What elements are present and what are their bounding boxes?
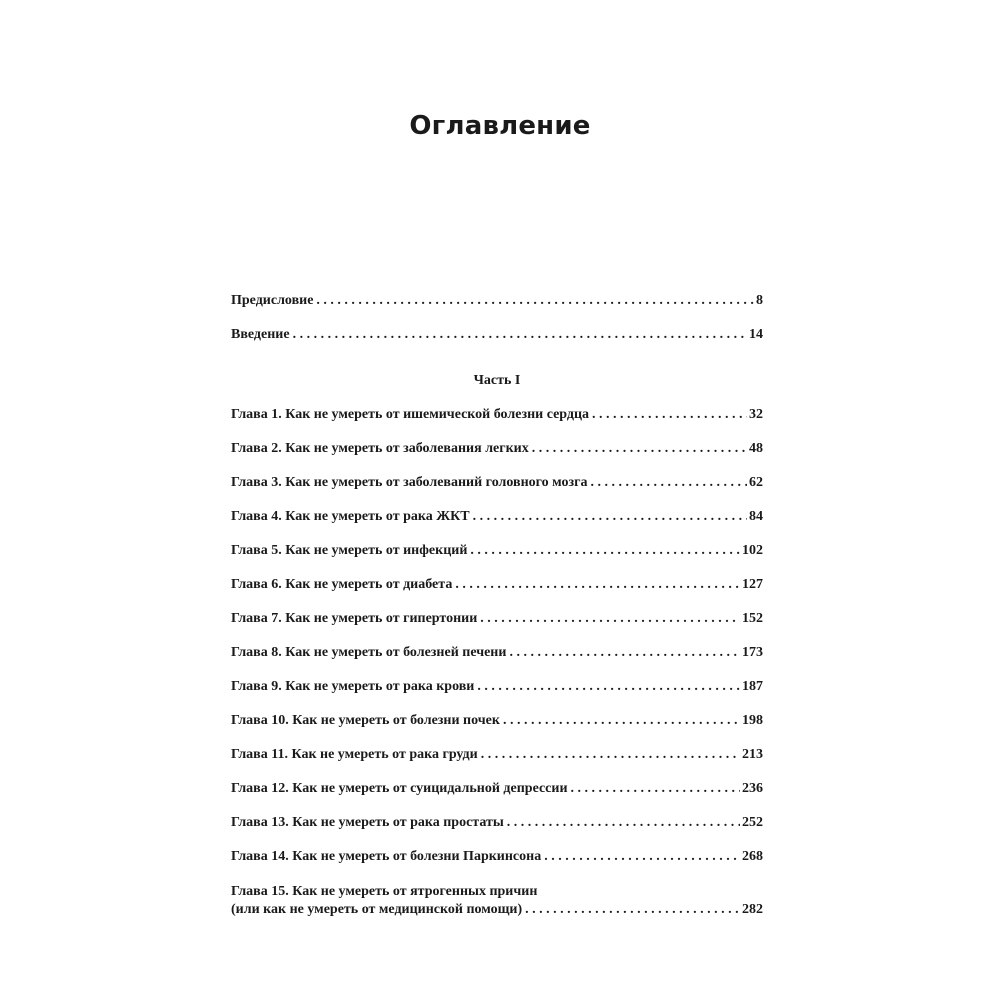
toc-entry-chapter-3[interactable] xyxy=(231,474,763,492)
toc-entry-page: 14 xyxy=(749,327,763,342)
toc-entry-label: Глава 7. Как не умереть от гипертонии xyxy=(231,611,478,626)
toc-entry-label: Глава 11. Как не умереть от рака груди xyxy=(231,747,478,762)
toc-entry-page: 8 xyxy=(756,293,763,308)
toc-entry-page: 268 xyxy=(742,849,763,864)
toc-entry-chapter-4[interactable] xyxy=(231,508,763,526)
toc-entry-chapter-5[interactable] xyxy=(231,542,763,560)
toc-entry-page: 62 xyxy=(749,475,763,490)
toc-entry-page: 236 xyxy=(742,781,763,796)
toc-entry-label: Глава 3. Как не умереть от заболеваний головного мозга xyxy=(231,475,588,490)
toc-entry-page: 252 xyxy=(742,815,763,830)
dot-leader xyxy=(590,474,747,492)
toc-entry-label: Введение xyxy=(231,327,290,342)
toc-entry-introduction[interactable] xyxy=(231,326,763,344)
toc-entry-chapter-10[interactable] xyxy=(231,712,763,730)
toc-entry-chapter-11[interactable] xyxy=(231,746,763,764)
toc-entry-page: 48 xyxy=(749,441,763,456)
dot-leader xyxy=(507,814,740,832)
dot-leader xyxy=(525,901,740,919)
toc-entry-label-line1: Глава 15. Как не умереть от ятрогенных причин xyxy=(231,884,538,899)
toc-entry-label: Глава 2. Как не умереть от заболевания легких xyxy=(231,441,529,456)
toc-entry-label: Глава 13. Как не умереть от рака простаты xyxy=(231,815,504,830)
dot-leader xyxy=(544,848,740,866)
dot-leader xyxy=(470,542,740,560)
toc-entry-page: 282 xyxy=(742,902,763,917)
toc-entry-label: Глава 12. Как не умереть от суицидальной депрессии xyxy=(231,781,568,796)
toc-entry-chapter-2[interactable] xyxy=(231,440,763,458)
toc-entry-page: 173 xyxy=(742,645,763,660)
toc-entry-page: 127 xyxy=(742,577,763,592)
toc-entry-chapter-15[interactable] xyxy=(231,883,763,919)
toc-entry-label: Глава 5. Как не умереть от инфекций xyxy=(231,543,468,558)
toc-entry-page: 84 xyxy=(749,509,763,524)
toc-entry-label: Глава 8. Как не умереть от болезней печени xyxy=(231,645,507,660)
toc-entry-label: Глава 6. Как не умереть от диабета xyxy=(231,577,453,592)
dot-leader xyxy=(477,678,740,696)
toc-entry-label: Глава 14. Как не умереть от болезни Паркинсона xyxy=(231,849,542,864)
toc-entry-label: Предисловие xyxy=(231,293,314,308)
page-title: Оглавление xyxy=(409,111,591,141)
dot-leader xyxy=(473,508,747,526)
dot-leader xyxy=(455,576,740,594)
dot-leader xyxy=(571,780,740,798)
toc-entry-chapter-8[interactable] xyxy=(231,644,763,662)
part-heading: Часть I xyxy=(473,373,521,388)
dot-leader xyxy=(592,406,747,424)
dot-leader xyxy=(316,292,754,310)
toc-entry-label: Глава 10. Как не умереть от болезни почек xyxy=(231,713,500,728)
dot-leader xyxy=(481,746,740,764)
toc-entry-page: 187 xyxy=(742,679,763,694)
toc-entry-chapter-14[interactable] xyxy=(231,848,763,866)
toc-entry-chapter-13[interactable] xyxy=(231,814,763,832)
dot-leader xyxy=(293,326,747,344)
toc-entry-page: 213 xyxy=(742,747,763,762)
dot-leader xyxy=(480,610,740,628)
toc-entry-preface[interactable] xyxy=(231,292,763,310)
toc-entry-chapter-7[interactable] xyxy=(231,610,763,628)
dot-leader xyxy=(509,644,740,662)
toc-entry-page: 102 xyxy=(742,543,763,558)
toc-entry-label: Глава 4. Как не умереть от рака ЖКТ xyxy=(231,509,470,524)
toc-entry-page: 152 xyxy=(742,611,763,626)
toc-entry-label: Глава 9. Как не умереть от рака крови xyxy=(231,679,475,694)
toc-entry-label-line2: (или как не умереть от медицинской помощи) xyxy=(231,902,523,917)
toc-entry-page: 32 xyxy=(749,407,763,422)
toc-entry-page: 198 xyxy=(742,713,763,728)
toc-entry-chapter-6[interactable] xyxy=(231,576,763,594)
toc-entry-chapter-9[interactable] xyxy=(231,678,763,696)
toc-entry-label: Глава 1. Как не умереть от ишемической болезни сердца xyxy=(231,407,590,422)
toc-entry-chapter-1[interactable] xyxy=(231,406,763,424)
dot-leader xyxy=(532,440,747,458)
dot-leader xyxy=(503,712,740,730)
toc-entry-chapter-12[interactable] xyxy=(231,780,763,798)
